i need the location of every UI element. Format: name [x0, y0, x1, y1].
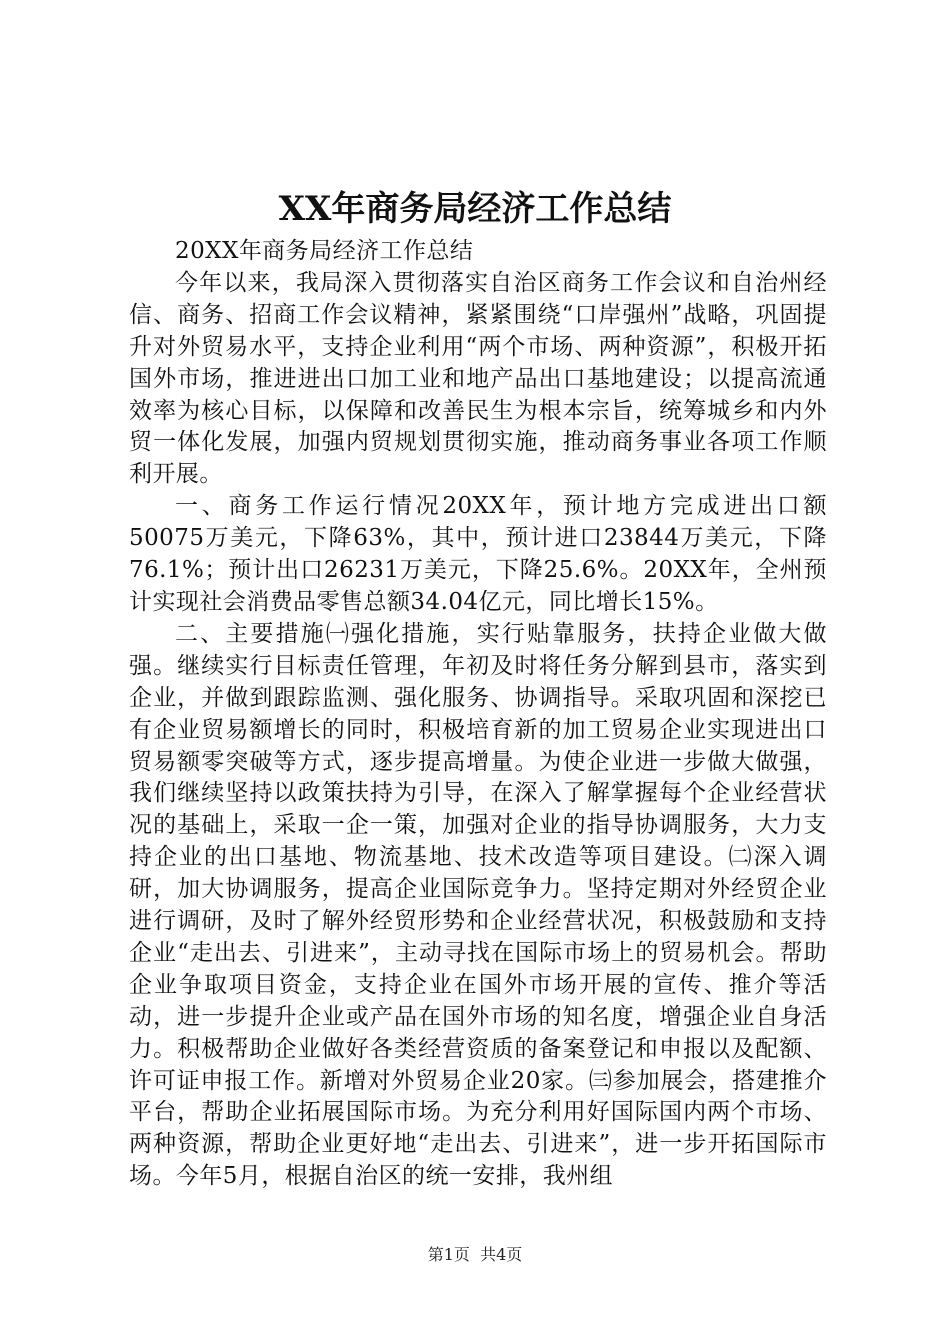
operation-status-paragraph: 一、商务工作运行情况20XX年，预计地方完成进出口额50075万美元，下降63%，其中，预计进口23844万美元，下降76.1%；预计出口26231万美元，下降25.6%。20XX年，全州预计实现社会消费品零售总额34.04亿元，同比增长15%。 — [129, 493, 827, 615]
page-footer — [0, 1244, 950, 1266]
intro-paragraph: 今年以来，我局深入贯彻落实自治区商务工作会议和自治州经信、商务、招商工作会议精神，紧紧围绕“口岸强州”战略，巩固提升对外贸易水平，支持企业利用“两个市场、两种资源”，积极开拓国外市场，推进进出口加工业和地产品出口基地建设；以提高流通效率为核心目标，以保障和改善民生为根本宗旨，统筹城乡和内外贸一体化发展，加强内贸规划贯彻实施，推动商务事业各项工作顺利开展。 — [129, 269, 827, 488]
subtitle-paragraph: 20XX年商务局经济工作总结 — [175, 238, 474, 264]
document-title: XX年商务局经济工作总结 — [278, 189, 672, 229]
main-measures-paragraph: 二、主要措施㈠强化措施，实行贴靠服务，扶持企业做大做强。继续实行目标责任管理，年初及时将任务分解到县市，落实到企业，并做到跟踪监测、强化服务、协调指导。采取巩固和深挖已有企业贸易额增长的同时，积极培育新的加工贸易企业实现进出口贸易额零突破等方式，逐步提高增量。为使企业进一步做大做强，我们继续坚持以政策扶持为引导，在深入了解掌握每个企业经营状况的基础上，采取一企一策，加强对企业的指导协调服务，大力支持企业的出口基地、物流基地、技术改造等项目建设。㈡深入调研，加大协调服务，提高企业国际竞争力。坚持定期对外经贸企业进行调研，及时了解外经贸形势和企业经营状况，积极鼓励和支持企业“走出去、引进来”，主动寻找在国际市场上的贸易机会。帮助企业争取项目资金，支持企业在国外市场开展的宣传、推介等活动，进一步提升企业或产品在国外市场的知名度，增强企业自身活力。积极帮助企业做好各类经营资质的备案登记和申报以及配额、许可证申报工作。新增对外贸易企业20家。㈢参加展会，搭建推介平台，帮助企业拓展国际市场。为充分利用好国际国内两个市场、两种资源，帮助企业更好地“走出去、引进来”，进一步开拓国际市场。今年5月，根据自治区的统一安排，我州组 — [129, 620, 827, 1190]
document-body — [129, 236, 827, 1193]
page-number-current: 第1页 — [427, 1245, 470, 1264]
page-number-total: 共4页 — [480, 1245, 523, 1264]
footer-separator — [470, 1245, 480, 1264]
